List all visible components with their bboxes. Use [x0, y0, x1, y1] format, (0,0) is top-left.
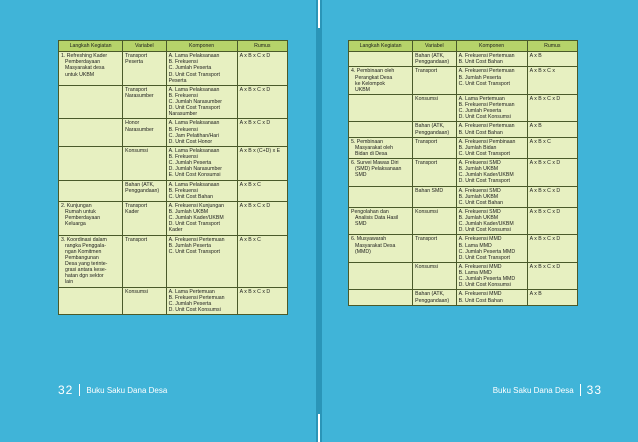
kegiatan-cell — [59, 201, 123, 235]
cell-line: rangka Penggala- — [65, 242, 106, 249]
cell-line: A x B x C x D — [529, 236, 561, 243]
cell-line: Peserta — [125, 59, 143, 66]
cell-line: 3. Koordinasi dalam — [61, 236, 107, 243]
cell-line: B. Jumlah UKBM — [458, 166, 499, 173]
cell-line: C. Unit Cost Bahan — [458, 199, 504, 206]
left-table-wrap — [58, 40, 288, 315]
cell-line: Transport — [125, 53, 148, 60]
table-row — [349, 290, 578, 305]
table-row — [59, 201, 288, 235]
variabel-cell — [413, 159, 457, 187]
cell-line: Konsumsi — [125, 288, 148, 295]
cell-line: A x B x C x D — [239, 288, 271, 295]
cell-line: 6. Survei Mawas Diri — [351, 160, 399, 166]
cell-line: A. Lama Pelaksanaan — [168, 53, 220, 60]
cell-line: Bidan di Desa — [355, 150, 388, 157]
cell-line: Transport — [125, 86, 148, 93]
left-page — [0, 0, 316, 442]
rumus-cell — [527, 94, 577, 122]
kegiatan-cell — [349, 137, 413, 158]
cell-line: C. Jumlah Kader/UKBM — [168, 215, 224, 222]
kegiatan-cell — [59, 180, 123, 201]
komponen-cell — [456, 159, 527, 187]
rumus-cell — [237, 180, 287, 201]
kegiatan-cell — [349, 94, 413, 122]
cell-line: B. Unit Cost Bahan — [458, 297, 503, 304]
cell-line: Pengolahan dan — [351, 208, 389, 215]
kegiatan-cell — [349, 207, 413, 235]
cell-line: Bahan (ATK, — [125, 181, 155, 188]
kegiatan-cell — [59, 287, 123, 315]
cell-line: C. Jumlah Peserta — [168, 300, 212, 307]
cell-line: A. Lama Pertemuan — [168, 288, 215, 295]
table-row — [59, 85, 288, 119]
table-row — [349, 207, 578, 235]
kegiatan-cell — [349, 235, 413, 263]
cell-line: A. Frekuensi MMD — [458, 236, 502, 243]
cell-line: UKBM — [355, 86, 370, 93]
cell-line: D. Unit Cost Konsumsi — [168, 306, 221, 313]
kegiatan-cell — [349, 159, 413, 187]
cell-line: A x B x C — [529, 138, 551, 145]
cell-line: Masyarakat desa — [65, 65, 105, 72]
cell-line: Peserta — [168, 77, 187, 84]
left-formula-table — [58, 40, 288, 315]
cell-line: SMD — [355, 221, 367, 228]
cell-line: A. Frekuensi Pembinaan — [458, 138, 516, 145]
variabel-cell — [413, 186, 457, 207]
cell-line: Penggandaan) — [125, 187, 160, 194]
cell-line: SMD — [355, 172, 367, 179]
cell-line: Transport — [415, 236, 438, 243]
kegiatan-cell — [349, 262, 413, 290]
variabel-cell — [123, 85, 167, 119]
variabel-cell — [413, 137, 457, 158]
cell-line: D. Jumlah Narasumber — [168, 166, 222, 173]
variabel-cell — [123, 146, 167, 180]
rumus-cell — [527, 159, 577, 187]
kegiatan-cell — [59, 85, 123, 119]
kegiatan-cell — [349, 67, 413, 95]
komponen-cell — [456, 186, 527, 207]
cell-line: Rumah untuk — [65, 209, 96, 215]
rumus-cell — [527, 235, 577, 263]
kegiatan-cell — [59, 146, 123, 180]
cell-line: A x B x C x D — [239, 53, 271, 60]
variabel-cell — [413, 52, 457, 67]
cell-line: B. Unit Cost Bahan — [458, 59, 503, 66]
cell-line: A. Frekuensi SMD — [458, 160, 501, 166]
cell-line: A. Frekuensi Pertemuan — [458, 53, 515, 60]
cell-line: A x B x C x D — [529, 187, 561, 194]
cell-line: A x B — [529, 53, 542, 60]
header-rumus: Rumus — [237, 41, 287, 52]
cell-line: B. Lama MMD — [458, 270, 492, 276]
cell-line: Penggandaan) — [415, 297, 450, 304]
rumus-cell — [527, 186, 577, 207]
kegiatan-cell — [349, 186, 413, 207]
table-row — [59, 52, 288, 86]
table-row — [349, 235, 578, 263]
table-row — [349, 137, 578, 158]
cell-line: 6. Musyawarah — [351, 236, 387, 243]
cell-line: A x B x C — [239, 181, 261, 188]
fold-mark-top — [318, 0, 320, 28]
table-row — [349, 159, 578, 187]
header-rumus: Rumus — [527, 41, 577, 52]
kegiatan-cell — [349, 290, 413, 305]
variabel-cell — [413, 262, 457, 290]
cell-line: A x B x C x D — [239, 202, 271, 209]
cell-line: D. Unit Cost Transport — [458, 254, 510, 261]
cell-line: Kader — [168, 227, 183, 234]
komponen-cell — [166, 52, 237, 86]
cell-line: Penggandaan) — [415, 59, 450, 66]
page-number: 32 — [58, 383, 74, 397]
left-page-footer — [58, 383, 167, 397]
cell-line: C. Jumlah Kader/UKBM — [458, 221, 514, 228]
cell-line: A. Lama Pertemuan — [458, 95, 505, 102]
komponen-cell — [456, 262, 527, 290]
komponen-cell — [166, 201, 237, 235]
cell-line: A x B x C x — [529, 68, 555, 75]
cell-line: Honor — [125, 120, 140, 127]
rumus-cell — [527, 67, 577, 95]
cell-line: B. Lama MMD — [458, 242, 492, 249]
right-table-header-row — [349, 41, 578, 52]
cell-line: A x B x (C+D) x E — [239, 147, 281, 154]
right-table-wrap — [348, 40, 578, 306]
komponen-cell — [166, 85, 237, 119]
cell-line: C. Jumlah Narasumber — [168, 99, 222, 105]
cell-line: C. Jam Pelatihan/Hari — [168, 132, 220, 139]
cell-line: A x B x C x D — [529, 208, 561, 215]
rumus-cell — [237, 146, 287, 180]
komponen-cell — [166, 235, 237, 287]
variabel-cell — [123, 201, 167, 235]
cell-line: C. Unit Cost Transport — [168, 248, 220, 255]
cell-line: E. Unit Cost Konsumsi — [168, 172, 221, 179]
table-row — [59, 235, 288, 287]
komponen-cell — [456, 52, 527, 67]
cell-line: A x B x C — [239, 236, 261, 243]
cell-line: D. Unit Cost Honor — [168, 138, 213, 145]
cell-line: Desa yang terinte- — [65, 261, 108, 267]
cell-line: Transport — [125, 202, 148, 209]
cell-line: 2. Kunjungan — [61, 202, 92, 209]
book-title: Buku Saku Dana Desa — [492, 385, 574, 395]
variabel-cell — [123, 52, 167, 86]
cell-line: A x B x C x D — [529, 95, 561, 102]
cell-line: (SMD) Pelaksanaan — [355, 166, 402, 173]
cell-line: B. Frekuensi — [168, 154, 198, 160]
rumus-cell — [237, 287, 287, 315]
cell-line: D. Unit Cost Transport — [168, 105, 220, 112]
cell-line: B. Jumlah Bidan — [458, 144, 497, 151]
cell-line: Masyarakat Desa — [355, 242, 396, 249]
cell-line: Perangkat Desa — [355, 74, 393, 81]
fold-mark-bottom — [318, 414, 320, 442]
table-row — [59, 287, 288, 315]
cell-line: lain — [65, 279, 74, 286]
cell-line: Bahan (ATK, — [415, 291, 445, 298]
cell-line: C. Unit Cost Transport — [458, 150, 510, 157]
cell-line: Keluarga — [65, 221, 86, 228]
cell-line: D. Unit Cost Konsumsi — [458, 114, 511, 121]
cell-line: B. Frekuensi — [168, 187, 198, 194]
cell-line: A. Frekuensi Kunjungan — [168, 202, 224, 209]
cell-line: A. Frekuensi Pertemuan — [168, 236, 225, 243]
cell-line: A x B x C x D — [239, 120, 271, 127]
cell-line: Transport — [415, 138, 438, 145]
rumus-cell — [237, 235, 287, 287]
cell-line: Konsumsi — [415, 95, 438, 102]
footer-divider — [580, 384, 581, 396]
rumus-cell — [237, 201, 287, 235]
cell-line: D. Unit Cost Konsumsi — [458, 282, 511, 289]
cell-line: Konsumsi — [415, 208, 438, 215]
header-komponen: Komponen — [166, 41, 237, 52]
cell-line: B. Jumlah UKBM — [458, 215, 499, 221]
cell-line: C. Jumlah Peserta MMD — [458, 248, 516, 255]
table-row — [349, 122, 578, 137]
header-komponen: Komponen — [456, 41, 527, 52]
header-langkah-kegiatan: Langkah Kegiatan — [59, 41, 123, 52]
variabel-cell — [413, 94, 457, 122]
footer-divider — [79, 384, 80, 396]
rumus-cell — [237, 52, 287, 86]
cell-line: A x B — [529, 291, 542, 298]
cell-line: B. Frekuensi — [168, 126, 198, 133]
cell-line: Konsumsi — [125, 147, 148, 154]
cell-line: B. Frekuensi — [168, 59, 198, 66]
cell-line: B. Jumlah Peserta — [458, 74, 501, 81]
cell-line: C. Jumlah Peserta — [168, 160, 212, 167]
left-table-header-row — [59, 41, 288, 52]
cell-line: C. Jumlah Kader/UKBM — [458, 172, 514, 179]
table-row — [349, 67, 578, 95]
cell-line: B. Unit Cost Bahan — [458, 129, 503, 136]
kegiatan-cell — [59, 52, 123, 86]
table-row — [59, 180, 288, 201]
cell-line: A. Lama Pelaksanaan — [168, 86, 220, 93]
cell-line: Narasumber — [125, 126, 154, 133]
komponen-cell — [456, 122, 527, 137]
cell-line: Bahan (ATK, — [415, 53, 445, 60]
cell-line: ke Kelompok — [355, 80, 385, 87]
header-langkah-kegiatan: Langkah Kegiatan — [349, 41, 413, 52]
cell-line: D. Unit Cost Transport — [458, 178, 510, 185]
cell-line: C. Unit Cost Transport — [458, 80, 510, 87]
cell-line: 5. Pembinaan — [351, 138, 384, 145]
table-row — [59, 146, 288, 180]
cell-line: Bahan SMD — [415, 187, 444, 194]
cell-line: untuk UKBM — [65, 71, 95, 78]
cell-line: Penggandaan) — [415, 129, 450, 136]
right-page — [322, 0, 638, 442]
cell-line: B. Jumlah UKBM — [458, 193, 499, 200]
cell-line: B. Frekuensi — [168, 92, 198, 99]
cell-line: Transport — [125, 236, 148, 243]
cell-line: Bahan (ATK, — [415, 123, 445, 130]
left-table-body — [59, 52, 288, 315]
cell-line: C. Unit Cost Bahan — [168, 193, 214, 200]
cell-line: D. Unit Cost Konsumsi — [458, 227, 511, 234]
rumus-cell — [237, 119, 287, 147]
komponen-cell — [456, 137, 527, 158]
variabel-cell — [123, 180, 167, 201]
cell-line: C. Jumlah Peserta MMD — [458, 276, 516, 283]
variabel-cell — [413, 67, 457, 95]
komponen-cell — [166, 287, 237, 315]
table-row — [349, 186, 578, 207]
cell-line: ngan Komitmen — [65, 248, 102, 255]
cell-line: B. Frekuensi Pertemuan — [168, 294, 225, 301]
komponen-cell — [456, 207, 527, 235]
cell-line: A. Lama Pelaksanaan — [168, 120, 220, 127]
cell-line: Konsumsi — [415, 263, 438, 270]
komponen-cell — [166, 180, 237, 201]
komponen-cell — [456, 94, 527, 122]
variabel-cell — [413, 122, 457, 137]
cell-line: C. Jumlah Peserta — [168, 65, 212, 72]
rumus-cell — [527, 290, 577, 305]
rumus-cell — [527, 207, 577, 235]
komponen-cell — [456, 290, 527, 305]
cell-line: Transport — [415, 68, 438, 75]
cell-line: Narasumber — [125, 92, 154, 99]
cell-line: Narasumber — [168, 111, 198, 118]
page-number: 33 — [586, 383, 602, 397]
header-variabel: Variabel — [123, 41, 167, 52]
rumus-cell — [527, 137, 577, 158]
book-title: Buku Saku Dana Desa — [86, 385, 168, 395]
cell-line: grasi antara kese- — [65, 267, 107, 274]
cell-line: A x B x C x D — [529, 160, 561, 166]
variabel-cell — [123, 119, 167, 147]
cell-line: Kader — [125, 209, 139, 215]
kegiatan-cell — [59, 119, 123, 147]
cell-line: 1. Refreshing Kader — [61, 53, 108, 60]
cell-line: B. Jumlah UKBM — [168, 209, 209, 215]
variabel-cell — [123, 287, 167, 315]
komponen-cell — [166, 119, 237, 147]
cell-line: Pemberdayaan — [65, 59, 101, 66]
cell-line: Masyarakat oleh — [355, 144, 394, 151]
komponen-cell — [456, 67, 527, 95]
variabel-cell — [123, 235, 167, 287]
rumus-cell — [527, 262, 577, 290]
cell-line: D. Unit Cost Transport — [168, 221, 220, 228]
cell-line: A x B — [529, 123, 542, 130]
cell-line: D. Unit Cost Transport — [168, 71, 220, 78]
right-formula-table — [348, 40, 578, 306]
cell-line: B. Jumlah Peserta — [168, 242, 211, 249]
rumus-cell — [237, 85, 287, 119]
table-row — [349, 94, 578, 122]
cell-line: Pemberdayaan — [65, 215, 101, 222]
right-page-footer — [493, 383, 602, 397]
komponen-cell — [166, 146, 237, 180]
cell-line: A x B x C x D — [239, 86, 271, 93]
cell-line: A. Lama Pelaksanaan — [168, 181, 220, 188]
cell-line: Analisis Data Hasil — [355, 215, 399, 221]
cell-line: A. Frekuensi Pertemuan — [458, 123, 515, 130]
table-row — [59, 119, 288, 147]
variabel-cell — [413, 235, 457, 263]
table-row — [349, 52, 578, 67]
cell-line: Transport — [415, 160, 438, 166]
cell-line: A x B x C x D — [529, 263, 561, 270]
kegiatan-cell — [59, 235, 123, 287]
variabel-cell — [413, 207, 457, 235]
cell-line: A. Frekuensi Pertemuan — [458, 68, 515, 75]
cell-line: Pembangunan — [65, 254, 99, 261]
kegiatan-cell — [349, 52, 413, 67]
cell-line: C. Jumlah Peserta — [458, 108, 502, 115]
header-variabel: Variabel — [413, 41, 457, 52]
cell-line: B. Frekuensi Pertemuan — [458, 102, 515, 108]
variabel-cell — [413, 290, 457, 305]
cell-line: A. Lama Pelaksanaan — [168, 147, 220, 154]
right-table-body — [349, 52, 578, 306]
cell-line: A. Frekuensi MMD — [458, 291, 502, 298]
cell-line: A. Frekuensi SMD — [458, 187, 501, 194]
cell-line: A. Frekuensi SMD — [458, 208, 501, 215]
rumus-cell — [527, 122, 577, 137]
komponen-cell — [456, 235, 527, 263]
cell-line: 4. Pembinaan oleh — [351, 68, 395, 75]
cell-line: (MMD) — [355, 248, 371, 255]
table-row — [349, 262, 578, 290]
rumus-cell — [527, 52, 577, 67]
cell-line: hatan dgn sektor — [65, 273, 104, 280]
kegiatan-cell — [349, 122, 413, 137]
cell-line: A. Frekuensi MMD — [458, 263, 502, 270]
